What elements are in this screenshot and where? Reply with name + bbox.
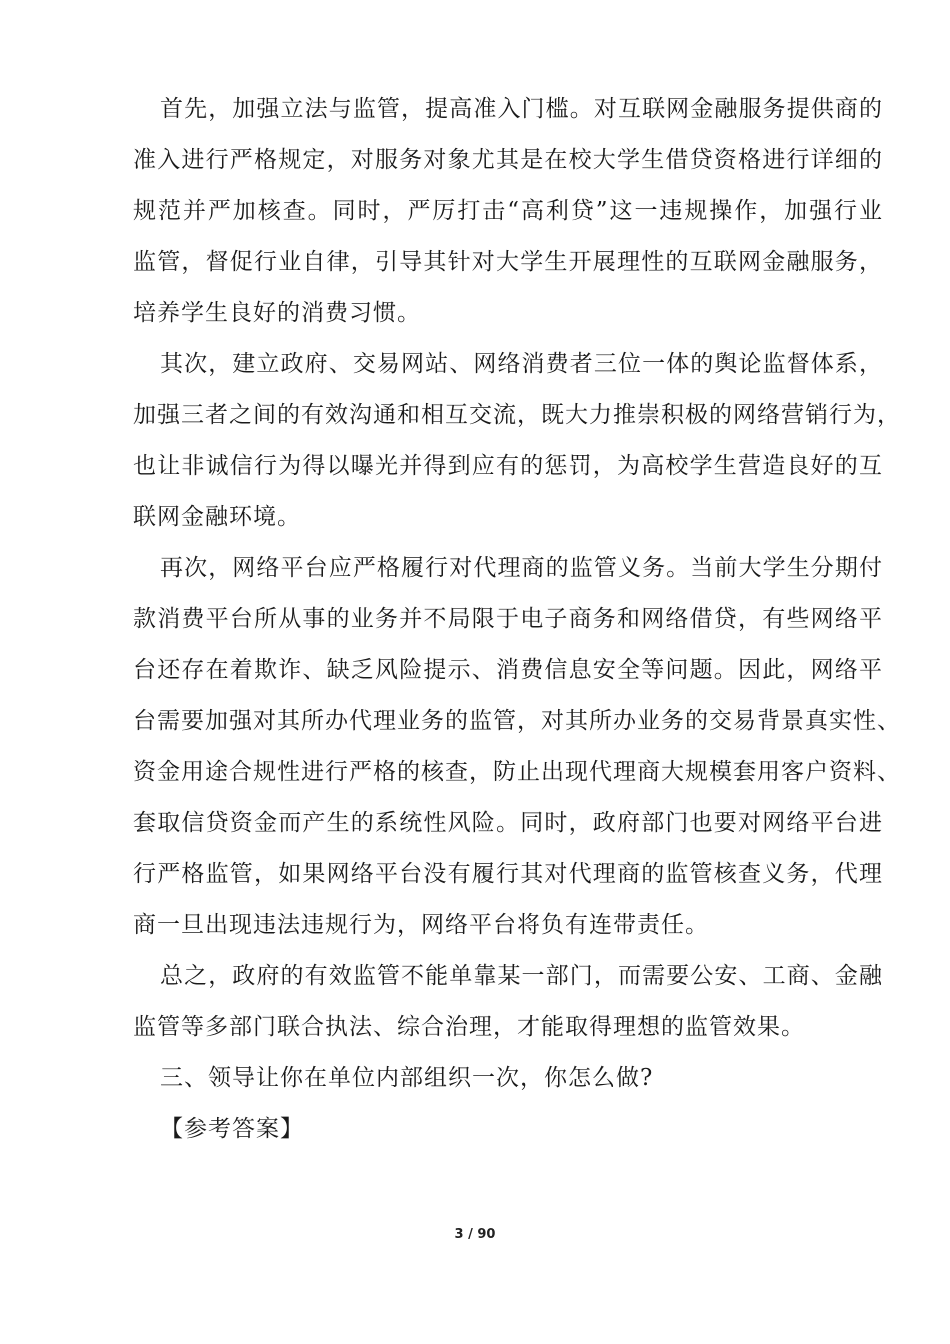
text-line: 加强三者之间的有效沟通和相互交流，既大力推崇积极的网络营销行为， <box>133 402 901 428</box>
text-line: 监管，督促行业自律，引导其针对大学生开展理性的互联网金融服务， <box>133 249 883 275</box>
text-line: 规范并严加核查。同时，严厉打击“高利贷”这一违规操作，加强行业 <box>133 198 883 224</box>
text-line: 培养学生良好的消费习惯。 <box>133 300 421 326</box>
text-line: 联网金融环境。 <box>133 504 301 530</box>
text-line: 首先，加强立法与监管，提高准入门槛。对互联网金融服务提供商的 <box>160 96 883 122</box>
paragraph-supervision-system <box>133 339 901 543</box>
text-line: 商一旦出现违法违规行为，网络平台将负有连带责任。 <box>133 912 709 938</box>
text-line: 台需要加强对其所办代理业务的监管，对其所办业务的交易背景真实性、 <box>133 708 901 734</box>
text-line: 套取信贷资金而产生的系统性风险。同时，政府部门也要对网络平台进 <box>133 810 883 836</box>
paragraph-legislation <box>133 84 883 339</box>
paragraph-conclusion <box>133 951 883 1053</box>
paragraph-platform-duty <box>133 543 901 951</box>
text-line: 再次，网络平台应严格履行对代理商的监管义务。当前大学生分期付 <box>160 555 883 581</box>
text-line: 也让非诚信行为得以曝光并得到应有的惩罚，为高校学生营造良好的互 <box>133 453 883 479</box>
page-number: 3 / 90 <box>454 1227 496 1242</box>
document-body <box>133 84 901 1155</box>
text-line: 台还存在着欺诈、缺乏风险提示、消费信息安全等问题。因此，网络平 <box>133 657 883 683</box>
text-line: 款消费平台所从事的业务并不局限于电子商务和网络借贷，有些网络平 <box>133 606 883 632</box>
text-line: 资金用途合规性进行严格的核查，防止出现代理商大规模套用客户资料、 <box>133 759 901 785</box>
question-heading <box>133 1053 883 1104</box>
text-line: 总之，政府的有效监管不能单靠某一部门，而需要公安、工商、金融 <box>160 963 883 989</box>
text-line: 【参考答案】 <box>160 1116 304 1142</box>
text-line: 其次，建立政府、交易网站、网络消费者三位一体的舆论监督体系， <box>160 351 883 377</box>
text-line: 准入进行严格规定，对服务对象尤其是在校大学生借贷资格进行详细的 <box>133 147 883 173</box>
text-line: 三、领导让你在单位内部组织一次，你怎么做? <box>160 1065 654 1091</box>
text-line: 监管等多部门联合执法、综合治理，才能取得理想的监管效果。 <box>133 1014 805 1040</box>
text-line: 行严格监管，如果网络平台没有履行其对代理商的监管核查义务，代理 <box>133 861 883 887</box>
reference-answer-heading <box>133 1104 883 1155</box>
